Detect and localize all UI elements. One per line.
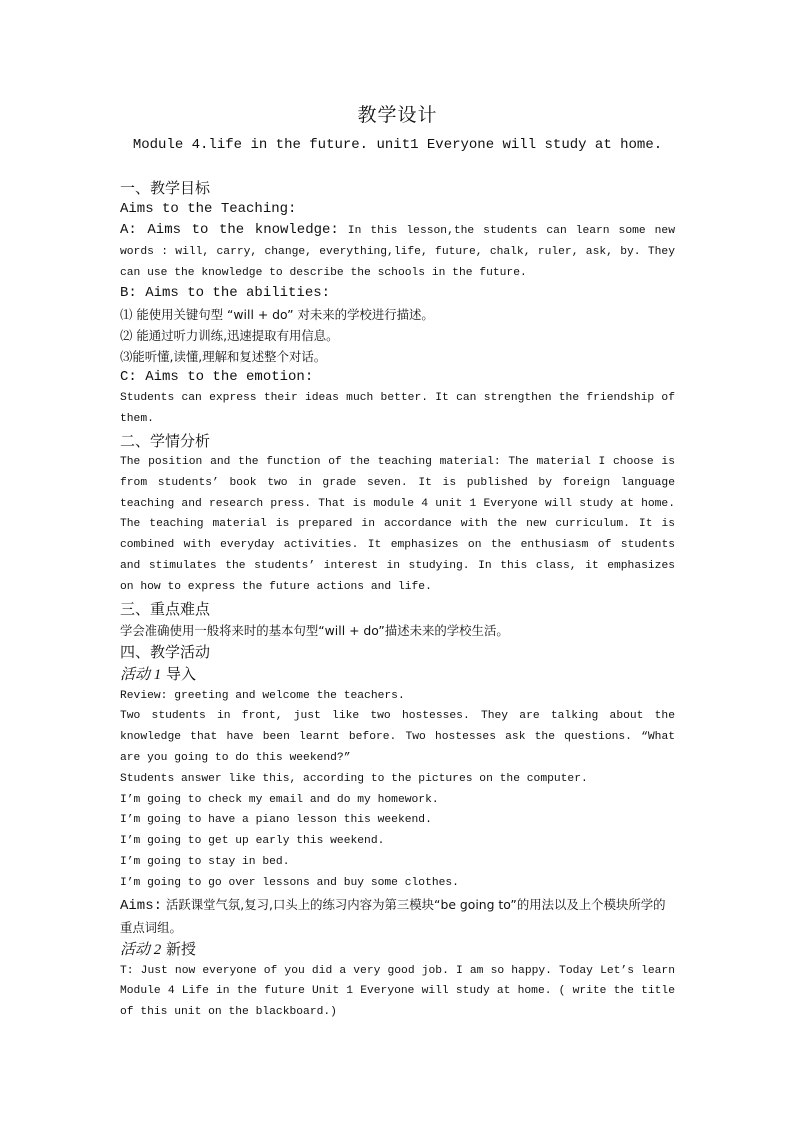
aims-emotion-lead: C: Aims to the emotion: <box>120 369 314 386</box>
activity-1-number: 活动 1 <box>120 666 162 683</box>
section-heading-goals: 一、教学目标 <box>120 179 211 197</box>
review-line: Review: greeting and welcome the teachers. <box>120 689 405 702</box>
document-content <box>120 100 675 1023</box>
answer-line: I’m going to check my email and do my homework. <box>120 793 439 806</box>
section-heading-analysis: 二、学情分析 <box>120 431 211 450</box>
page-subtitle: Module 4.life in the future. unit1 Everyone will study at home. <box>132 137 663 153</box>
answer-line: I’m going to stay in bed. <box>120 855 290 868</box>
analysis-text: The position and the function of the teaching material: The material I choose is from students’ book two in grade seven. It is published by foreign language teaching and research press. That is module 4 unit 1 Everyone will study at home. The teaching material is prepared in accordance with the new curriculum. It is combined with everyday activities. It emphasizes on the enthusiasm of students and stimulates the students’ interest in studying. In this class, it emphasizes on how to express the future actions and life. <box>120 455 675 593</box>
ability-item: ⑴ 能使用关键句型 “will + do” 对未来的学校进行描述。 <box>120 307 434 323</box>
teacher-text: T: Just now everyone of you did a very good job. I am so happy. Today Let’s learn Module 4 Life in the future Unit 1 Everyone will study at home. ( write the title of this unit on the blackboard.) <box>120 964 675 1019</box>
activity-aims-text: 活跃课堂气氛,复习,口头上的练习内容为第三模块“be going to”的用法以及上个模块所学的重点词组。 <box>120 896 666 935</box>
activity-2-label: 新授 <box>161 939 197 958</box>
aims-knowledge-lead: A: Aims to the knowledge: <box>120 222 339 238</box>
answer-line: I’m going to get up early this weekend. <box>120 835 385 848</box>
answer-line: I’m going to have a piano lesson this weekend. <box>120 814 432 827</box>
activity-2-heading <box>120 938 675 961</box>
section-heading-activities: 四、教学活动 <box>120 642 211 661</box>
ability-item: ⑵ 能通过听力训练,迅速提取有用信息。 <box>120 328 339 344</box>
aims-emotion-text: Students can express their ideas much better. It can strengthen the friendship of them. <box>120 392 675 426</box>
two-students-text: Two students in front, just like two hostesses. They are talking about the knowledge that have been learnt before. Two hostesses ask the questions. “What are you going to do this weekend?” <box>120 710 675 764</box>
activity-1-label: 导入 <box>161 664 197 683</box>
ability-item: ⑶能听懂,读懂,理解和复述整个对话。 <box>120 349 327 365</box>
aims-abilities-lead: B: Aims to the abilities: <box>120 285 331 302</box>
activity-aims <box>120 894 675 938</box>
keypoints-text: 学会准确使用一般将来时的基本句型“will + do”描述未来的学校生活。 <box>120 622 509 638</box>
page-title: 教学设计 <box>357 104 438 126</box>
section-heading-keypoints: 三、重点难点 <box>120 599 211 618</box>
aims-knowledge-text: In this lesson,the students can learn some new words : will, carry, change, everything,life, future, chalk, ruler, ask, by. They can use the knowledge to describe the schools in the future. <box>120 225 675 279</box>
aims-title: Aims to the Teaching: <box>120 201 297 217</box>
aims-knowledge <box>120 220 675 283</box>
students-answer-line: Students answer like this, according to the pictures on the computer. <box>120 772 588 785</box>
activity-1-heading <box>120 663 675 686</box>
activity-2-number: 活动 2 <box>120 941 162 958</box>
answer-line: I’m going to go over lessons and buy some clothes. <box>120 876 459 889</box>
activity-aims-lead: Aims: <box>120 897 163 914</box>
